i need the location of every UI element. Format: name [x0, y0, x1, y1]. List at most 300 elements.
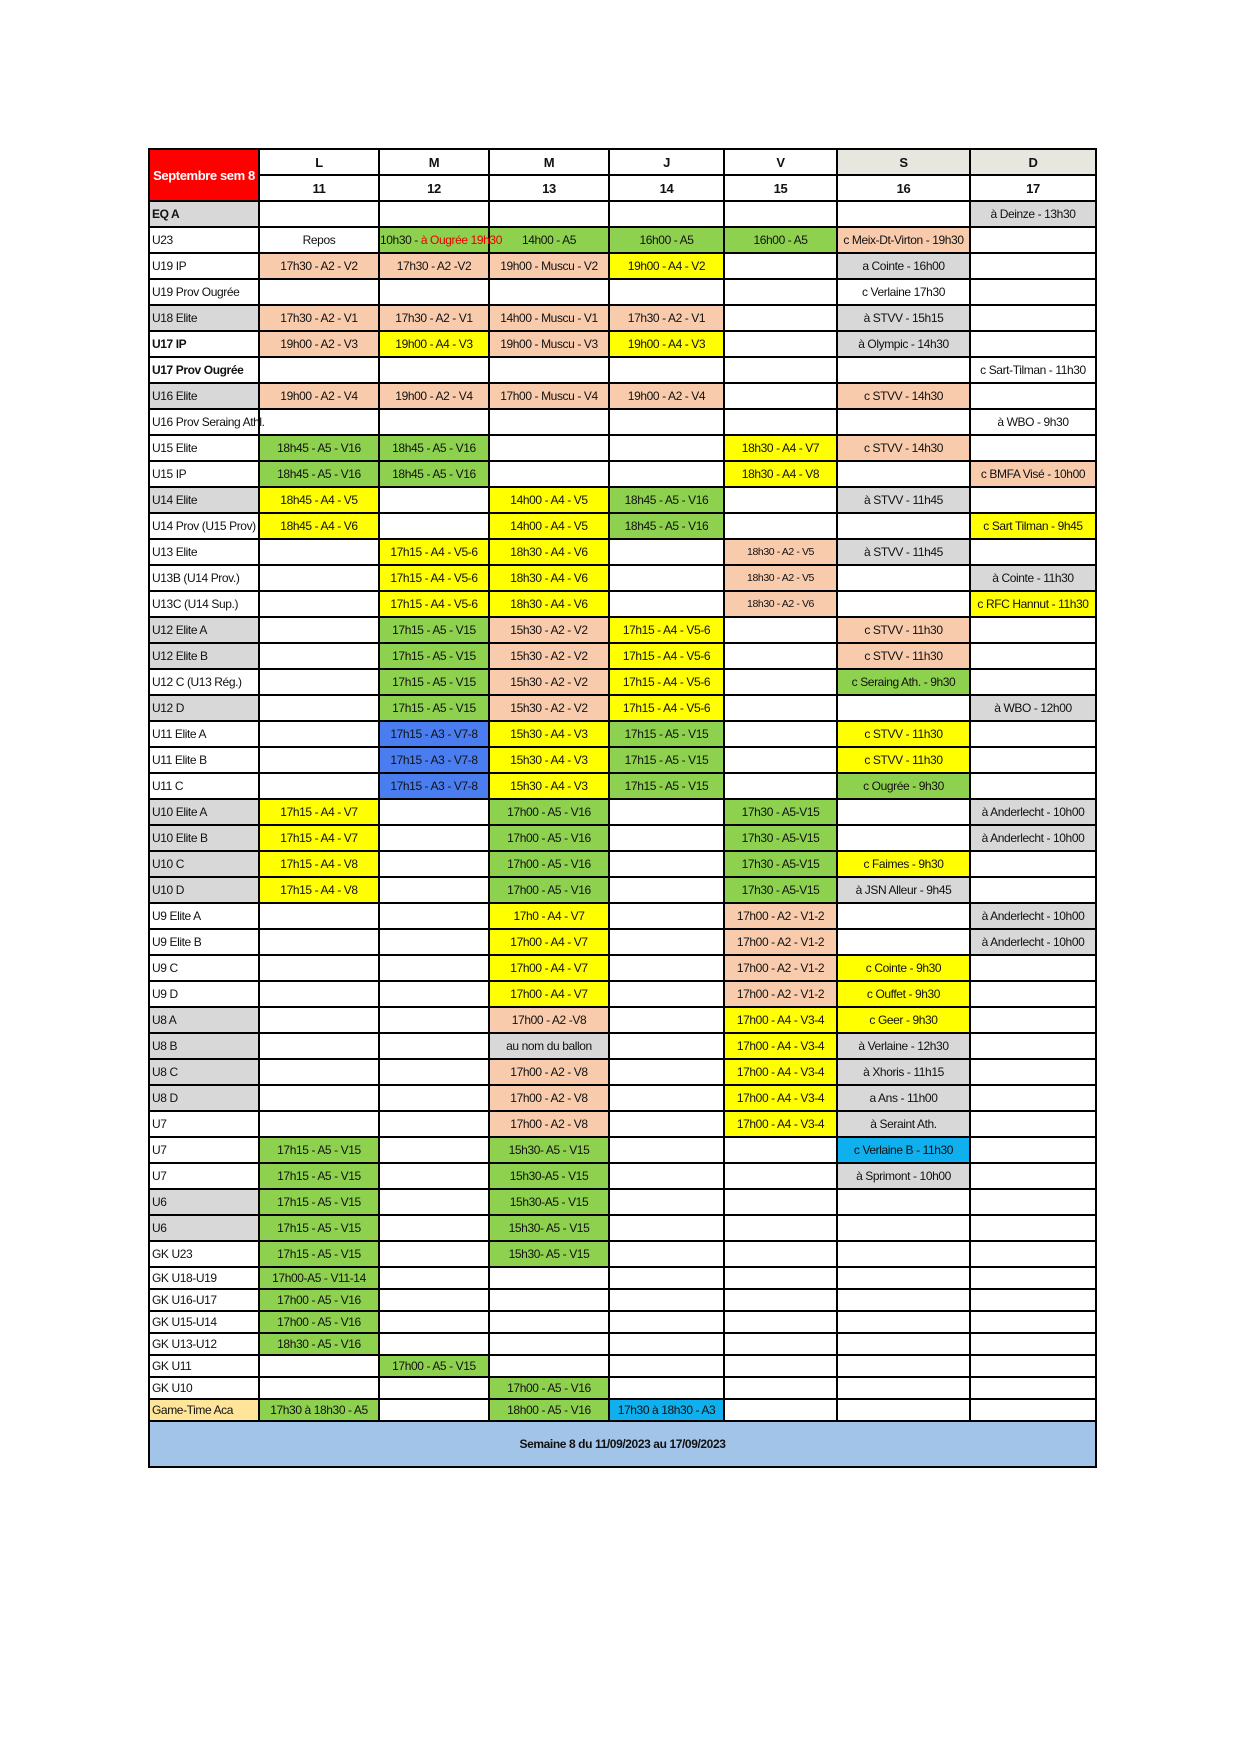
schedule-cell-thu — [609, 331, 724, 357]
cell-text: 17h30 - A2 - V1 — [280, 311, 358, 325]
schedule-cell-fri — [724, 955, 837, 981]
schedule-cell-sun — [970, 435, 1096, 461]
schedule-cell-sat — [837, 331, 970, 357]
schedule-cell-sun — [970, 1289, 1096, 1311]
cell-text: c Meix-Dt-Virton - 19h30 — [843, 233, 964, 247]
schedule-cell-fri — [724, 695, 837, 721]
team-label: U14 Elite — [149, 487, 259, 513]
cell-text: 17h15 - A5 - V15 — [392, 623, 476, 637]
schedule-cell-mon — [259, 1355, 379, 1377]
table-row — [149, 1059, 1096, 1085]
cell-text: à Sprimont - 10h00 — [856, 1169, 951, 1183]
schedule-cell-sun — [970, 877, 1096, 903]
schedule-cell-sat — [837, 227, 970, 253]
schedule-cell-fri — [724, 1333, 837, 1355]
cell-text: 17h00-A5 - V11-14 — [272, 1271, 366, 1285]
schedule-cell-sat — [837, 461, 970, 487]
cell-text: 17h30 - A5-V15 — [741, 857, 820, 871]
schedule-cell-tue — [379, 1355, 489, 1377]
schedule-cell-thu — [609, 409, 724, 435]
schedule-cell-mon — [259, 1241, 379, 1267]
schedule-cell-mon — [259, 383, 379, 409]
schedule-cell-sun — [970, 357, 1096, 383]
schedule-cell-mon — [259, 331, 379, 357]
day-num-mon: 11 — [259, 175, 379, 201]
schedule-cell-sat — [837, 539, 970, 565]
cell-text-highlight: à Ougrée 19h30 — [420, 233, 502, 247]
day-letter-thu: J — [609, 149, 724, 175]
schedule-cell-fri — [724, 747, 837, 773]
schedule-cell-mon — [259, 227, 379, 253]
table-row — [149, 1399, 1096, 1421]
cell-text: c STVV - 14h30 — [863, 389, 944, 403]
table-row — [149, 1289, 1096, 1311]
team-label: U19 Prov Ougrée — [149, 279, 259, 305]
cell-text: 17h00 - A5 - V16 — [507, 831, 591, 845]
schedule-cell-wed — [489, 227, 609, 253]
schedule-cell-tue — [379, 1333, 489, 1355]
team-label: U12 Elite B — [149, 643, 259, 669]
schedule-cell-sun — [970, 1215, 1096, 1241]
schedule-cell-mon — [259, 773, 379, 799]
schedule-cell-sun — [970, 227, 1096, 253]
schedule-cell-thu — [609, 721, 724, 747]
cell-text: Repos — [302, 233, 336, 247]
cell-text: 15h30-A5 - V15 — [509, 1169, 589, 1183]
team-label: U11 Elite B — [149, 747, 259, 773]
schedule-cell-sat — [837, 305, 970, 331]
schedule-cell-mon — [259, 1111, 379, 1137]
table-row — [149, 851, 1096, 877]
schedule-cell-mon — [259, 409, 379, 435]
cell-text: 14h00 - A4 - V5 — [510, 493, 588, 507]
team-label: GK U23 — [149, 1241, 259, 1267]
schedule-cell-thu — [609, 643, 724, 669]
schedule-cell-sun — [970, 1333, 1096, 1355]
schedule-cell-mon — [259, 279, 379, 305]
team-label: GK U15-U14 — [149, 1311, 259, 1333]
schedule-cell-sun — [970, 201, 1096, 227]
schedule-cell-sat — [837, 851, 970, 877]
schedule-cell-sat — [837, 1215, 970, 1241]
schedule-cell-fri — [724, 1085, 837, 1111]
cell-text: 18h45 - A5 - V16 — [624, 519, 709, 533]
table-row — [149, 877, 1096, 903]
schedule-cell-mon — [259, 1311, 379, 1333]
schedule-cell-sat — [837, 201, 970, 227]
schedule-cell-tue — [379, 1085, 489, 1111]
schedule-cell-tue — [379, 1059, 489, 1085]
table-row — [149, 747, 1096, 773]
cell-text: c STVV - 14h30 — [863, 441, 944, 455]
schedule-cell-sat — [837, 1163, 970, 1189]
schedule-cell-thu — [609, 1215, 724, 1241]
schedule-cell-sun — [970, 955, 1096, 981]
team-label: U9 C — [149, 955, 259, 981]
day-num-thu: 14 — [609, 175, 724, 201]
table-row — [149, 669, 1096, 695]
cell-text: a Cointe - 16h00 — [862, 259, 945, 273]
schedule-cell-fri — [724, 851, 837, 877]
day-num-sat: 16 — [837, 175, 970, 201]
team-label: U8 D — [149, 1085, 259, 1111]
cell-text: 15h30 - A4 - V3 — [510, 727, 588, 741]
cell-text: 15h30 - A2 - V2 — [510, 649, 588, 663]
schedule-cell-wed — [489, 617, 609, 643]
cell-text: à Xhoris - 11h15 — [863, 1065, 944, 1079]
team-label: U17 Prov Ougrée — [149, 357, 259, 383]
team-label: U17 IP — [149, 331, 259, 357]
team-label: GK U10 — [149, 1377, 259, 1399]
schedule-cell-thu — [609, 1059, 724, 1085]
cell-text: à Seraint Ath. — [870, 1117, 937, 1131]
table-row — [149, 825, 1096, 851]
schedule-cell-fri — [724, 357, 837, 383]
table-row — [149, 201, 1096, 227]
schedule-cell-mon — [259, 565, 379, 591]
cell-text: 17h00 - A4 - V3-4 — [736, 1039, 825, 1053]
table-row — [149, 1215, 1096, 1241]
team-label: U12 Elite A — [149, 617, 259, 643]
table-row — [149, 1267, 1096, 1289]
schedule-cell-fri — [724, 773, 837, 799]
schedule-cell-tue — [379, 253, 489, 279]
schedule-cell-wed — [489, 1033, 609, 1059]
schedule-cell-sat — [837, 669, 970, 695]
cell-text: 18h30 - A4 - V6 — [510, 545, 588, 559]
cell-text: 17h00 - A4 - V3-4 — [736, 1117, 825, 1131]
schedule-cell-mon — [259, 1215, 379, 1241]
schedule-cell-fri — [724, 799, 837, 825]
schedule-cell-sun — [970, 409, 1096, 435]
schedule-cell-fri — [724, 1137, 837, 1163]
schedule-cell-sun — [970, 1189, 1096, 1215]
table-row — [149, 591, 1096, 617]
schedule-cell-tue — [379, 643, 489, 669]
schedule-cell-fri — [724, 539, 837, 565]
team-label: U15 Elite — [149, 435, 259, 461]
schedule-cell-tue — [379, 773, 489, 799]
table-row — [149, 981, 1096, 1007]
schedule-cell-fri — [724, 1111, 837, 1137]
table-row — [149, 1033, 1096, 1059]
schedule-cell-thu — [609, 461, 724, 487]
schedule-cell-sat — [837, 773, 970, 799]
cell-text: 17h15 - A5 - V15 — [624, 753, 709, 767]
schedule-cell-wed — [489, 773, 609, 799]
table-row — [149, 435, 1096, 461]
cell-text: 18h30 - A4 - V6 — [510, 597, 588, 611]
cell-text: c Verlaine B - 11h30 — [853, 1143, 954, 1157]
schedule-cell-sat — [837, 617, 970, 643]
team-label: U8 C — [149, 1059, 259, 1085]
schedule-cell-sat — [837, 253, 970, 279]
table-row — [149, 773, 1096, 799]
schedule-cell-wed — [489, 955, 609, 981]
cell-text: 17h00 - A4 - V7 — [510, 961, 588, 975]
schedule-cell-fri — [724, 1163, 837, 1189]
schedule-cell-thu — [609, 1267, 724, 1289]
cell-text: 17h00 - A2 - V1-2 — [736, 961, 825, 975]
schedule-cell-wed — [489, 1007, 609, 1033]
team-label: U12 D — [149, 695, 259, 721]
schedule-cell-thu — [609, 773, 724, 799]
cell-text: c Faimes - 9h30 — [863, 857, 944, 871]
table-row — [149, 1137, 1096, 1163]
cell-text: à Anderlecht - 10h00 — [981, 909, 1085, 923]
schedule-cell-wed — [489, 981, 609, 1007]
schedule-cell-tue — [379, 1241, 489, 1267]
cell-text: 17h30 - A5-V15 — [741, 831, 820, 845]
schedule-cell-wed — [489, 695, 609, 721]
schedule-cell-wed — [489, 487, 609, 513]
schedule-cell-fri — [724, 1215, 837, 1241]
cell-text: 18h30 - A2 - V5 — [747, 572, 814, 584]
schedule-cell-sun — [970, 1111, 1096, 1137]
cell-text: 17h15 - A3 - V7-8 — [390, 753, 478, 767]
cell-text: a Ans - 11h00 — [869, 1091, 938, 1105]
schedule-cell-mon — [259, 1267, 379, 1289]
schedule-cell-fri — [724, 825, 837, 851]
schedule-cell-fri — [724, 981, 837, 1007]
schedule-cell-sat — [837, 695, 970, 721]
schedule-cell-sun — [970, 1355, 1096, 1377]
schedule-cell-tue — [379, 955, 489, 981]
cell-text: à Anderlecht - 10h00 — [981, 831, 1085, 845]
schedule-cell-fri — [724, 1007, 837, 1033]
team-label: U7 — [149, 1111, 259, 1137]
schedule-cell-sun — [970, 1163, 1096, 1189]
cell-text: 17h00 - A2 - V1-2 — [736, 909, 825, 923]
schedule-cell-wed — [489, 1333, 609, 1355]
schedule-cell-mon — [259, 721, 379, 747]
cell-text: 17h30 à 18h30 - A3 — [617, 1403, 716, 1417]
cell-text: 17h30 - A2 -V2 — [396, 259, 472, 273]
schedule-cell-tue — [379, 383, 489, 409]
table-row — [149, 565, 1096, 591]
cell-text: 17h00 - A4 - V7 — [510, 935, 588, 949]
schedule-cell-sat — [837, 1355, 970, 1377]
schedule-cell-wed — [489, 851, 609, 877]
header-row-days — [149, 149, 1096, 175]
schedule-cell-thu — [609, 591, 724, 617]
cell-text: 17h15 - A5 - V15 — [277, 1143, 361, 1157]
schedule-cell-sat — [837, 1311, 970, 1333]
cell-text: 10h30 - — [380, 233, 421, 247]
cell-text: 18h45 - A5 - V16 — [392, 467, 476, 481]
table-row — [149, 1311, 1096, 1333]
schedule-cell-tue — [379, 851, 489, 877]
schedule-cell-sun — [970, 643, 1096, 669]
schedule-cell-wed — [489, 1241, 609, 1267]
schedule-cell-fri — [724, 435, 837, 461]
schedule-cell-thu — [609, 1033, 724, 1059]
schedule-cell-wed — [489, 903, 609, 929]
team-label: GK U13-U12 — [149, 1333, 259, 1355]
cell-text: 18h45 - A5 - V16 — [277, 441, 361, 455]
cell-text: 17h00 - A2 - V1-2 — [736, 935, 825, 949]
schedule-cell-mon — [259, 955, 379, 981]
cell-text: 18h45 - A5 - V16 — [624, 493, 709, 507]
team-label: U10 C — [149, 851, 259, 877]
cell-text: 17h00 - A5 - V16 — [507, 805, 591, 819]
schedule-cell-mon — [259, 877, 379, 903]
schedule-cell-sat — [837, 799, 970, 825]
schedule-cell-mon — [259, 617, 379, 643]
schedule-cell-sun — [970, 981, 1096, 1007]
cell-text: 15h30 - A4 - V3 — [510, 753, 588, 767]
team-label: U6 — [149, 1189, 259, 1215]
schedule-cell-tue — [379, 461, 489, 487]
table-row — [149, 279, 1096, 305]
schedule-cell-tue — [379, 669, 489, 695]
cell-text: 18h45 - A5 - V16 — [392, 441, 476, 455]
schedule-cell-wed — [489, 513, 609, 539]
schedule-cell-wed — [489, 1137, 609, 1163]
cell-text: 14h00 - A5 — [521, 233, 577, 247]
table-row — [149, 305, 1096, 331]
schedule-cell-wed — [489, 825, 609, 851]
schedule-cell-thu — [609, 1111, 724, 1137]
cell-text: 17h15 - A5 - V15 — [277, 1221, 361, 1235]
day-num-fri: 15 — [724, 175, 837, 201]
schedule-cell-sun — [970, 721, 1096, 747]
table-row — [149, 799, 1096, 825]
schedule-cell-sun — [970, 1241, 1096, 1267]
schedule-cell-mon — [259, 825, 379, 851]
cell-text: 17h15 - A4 - V5-6 — [390, 597, 478, 611]
cell-text: 17h00 - A2 -V8 — [511, 1013, 587, 1027]
schedule-cell-thu — [609, 1189, 724, 1215]
cell-text: 17h15 - A4 - V7 — [280, 805, 358, 819]
schedule-cell-mon — [259, 1085, 379, 1111]
schedule-cell-wed — [489, 1355, 609, 1377]
schedule-cell-tue — [379, 591, 489, 617]
schedule-cell-thu — [609, 1355, 724, 1377]
cell-text: c Sart-Tilman - 11h30 — [980, 363, 1086, 377]
cell-text: à STVV - 15h15 — [863, 311, 944, 325]
schedule-cell-wed — [489, 721, 609, 747]
schedule-cell-thu — [609, 955, 724, 981]
cell-text: 17h15 - A4 - V5-6 — [622, 675, 711, 689]
cell-text: 17h15 - A5 - V15 — [624, 727, 709, 741]
cell-text: 17h15 - A5 - V15 — [392, 649, 476, 663]
schedule-cell-sat — [837, 877, 970, 903]
cell-text: 17h15 - A5 - V15 — [624, 779, 709, 793]
schedule-sheet — [148, 148, 1095, 1468]
schedule-cell-fri — [724, 1399, 837, 1421]
schedule-cell-thu — [609, 201, 724, 227]
schedule-cell-wed — [489, 305, 609, 331]
schedule-cell-fri — [724, 227, 837, 253]
cell-text: 18h45 - A4 - V6 — [280, 519, 358, 533]
schedule-cell-mon — [259, 487, 379, 513]
schedule-cell-mon — [259, 305, 379, 331]
schedule-cell-wed — [489, 435, 609, 461]
cell-text: 18h45 - A5 - V16 — [277, 467, 361, 481]
cell-text: à WBO - 12h00 — [994, 701, 1072, 715]
schedule-cell-thu — [609, 1399, 724, 1421]
team-label: EQ A — [149, 201, 259, 227]
schedule-cell-thu — [609, 617, 724, 643]
schedule-cell-mon — [259, 1333, 379, 1355]
schedule-cell-wed — [489, 331, 609, 357]
schedule-cell-sun — [970, 1311, 1096, 1333]
cell-text: 17h15 - A4 - V5-6 — [622, 649, 711, 663]
team-label: U18 Elite — [149, 305, 259, 331]
schedule-cell-sat — [837, 409, 970, 435]
cell-text: 18h30 - A4 - V7 — [741, 441, 820, 455]
schedule-cell-sun — [970, 253, 1096, 279]
schedule-cell-sat — [837, 1111, 970, 1137]
cell-text: c Cointe - 9h30 — [865, 961, 942, 975]
table-row — [149, 617, 1096, 643]
team-label: U13B (U14 Prov.) — [149, 565, 259, 591]
schedule-cell-sat — [837, 1059, 970, 1085]
cell-text: au nom du ballon — [506, 1039, 592, 1053]
schedule-cell-wed — [489, 357, 609, 383]
schedule-cell-sat — [837, 903, 970, 929]
schedule-cell-wed — [489, 565, 609, 591]
team-label: U9 Elite B — [149, 929, 259, 955]
schedule-cell-thu — [609, 1311, 724, 1333]
cell-text: 17h00 - A2 - V8 — [510, 1065, 588, 1079]
schedule-cell-wed — [489, 591, 609, 617]
cell-text: 18h30 - A2 - V6 — [747, 598, 814, 610]
schedule-table — [148, 148, 1097, 1468]
schedule-cell-sun — [970, 851, 1096, 877]
cell-text: 17h30 - A5-V15 — [741, 805, 820, 819]
cell-text: à Verlaine - 12h30 — [858, 1039, 949, 1053]
schedule-cell-sun — [970, 773, 1096, 799]
schedule-cell-sat — [837, 435, 970, 461]
schedule-cell-tue — [379, 1399, 489, 1421]
schedule-cell-sat — [837, 1377, 970, 1399]
schedule-cell-wed — [489, 461, 609, 487]
cell-text: 18h30 - A4 - V6 — [510, 571, 588, 585]
team-label: U12 C (U13 Rég.) — [149, 669, 259, 695]
cell-text: 17h00 - A4 - V3-4 — [736, 1091, 825, 1105]
schedule-cell-thu — [609, 227, 724, 253]
schedule-cell-thu — [609, 487, 724, 513]
schedule-cell-sun — [970, 279, 1096, 305]
schedule-cell-wed — [489, 929, 609, 955]
schedule-cell-fri — [724, 1267, 837, 1289]
schedule-cell-thu — [609, 981, 724, 1007]
cell-text: 17h00 - A5 - V16 — [507, 857, 591, 871]
cell-text: 15h30-A5 - V15 — [509, 1195, 589, 1209]
schedule-cell-sun — [970, 1059, 1096, 1085]
schedule-cell-sat — [837, 721, 970, 747]
schedule-cell-sat — [837, 981, 970, 1007]
cell-text: 17h30 - A2 - V2 — [280, 259, 358, 273]
schedule-cell-mon — [259, 591, 379, 617]
schedule-cell-mon — [259, 435, 379, 461]
cell-text: à Anderlecht - 10h00 — [981, 805, 1085, 819]
schedule-cell-fri — [724, 903, 837, 929]
schedule-cell-thu — [609, 747, 724, 773]
schedule-cell-sat — [837, 383, 970, 409]
table-row — [149, 721, 1096, 747]
team-label: GK U11 — [149, 1355, 259, 1377]
schedule-cell-thu — [609, 253, 724, 279]
cell-text: 17h15 - A5 - V15 — [392, 701, 476, 715]
team-label: U23 — [149, 227, 259, 253]
schedule-cell-thu — [609, 903, 724, 929]
table-row — [149, 409, 1096, 435]
schedule-cell-tue — [379, 1007, 489, 1033]
cell-text: 17h00 - A2 - V8 — [510, 1117, 588, 1131]
